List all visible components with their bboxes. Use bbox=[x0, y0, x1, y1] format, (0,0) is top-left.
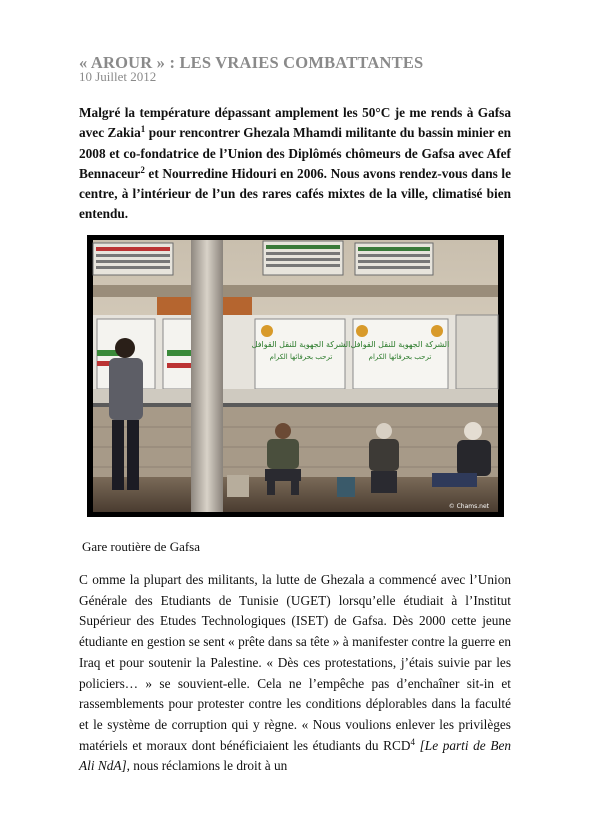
departure-board-left bbox=[93, 243, 173, 275]
pillar bbox=[191, 240, 223, 512]
bus-station-photo bbox=[87, 235, 504, 517]
lead-text-2: pour rencontrer Ghezala Mhamdi militante du bassin minier en 2008 et co-fondatrice de l’Union des Diplômés chômeurs de Gafsa avec Afef Bennaceur bbox=[79, 125, 511, 181]
article-title: « AROUR » : LES VRAIES COMBATTANTES bbox=[79, 53, 424, 72]
article-date: 10 Juillet 2012 bbox=[79, 69, 157, 84]
bag bbox=[227, 475, 249, 497]
window-sign-text-2: الشركة الجهوية للنقل القوافل bbox=[350, 340, 450, 349]
body-text-2: , nous réclamions le droit à un bbox=[126, 758, 288, 774]
body-paragraph bbox=[79, 570, 511, 777]
body-italic-note: [Le parti de Ben Ali NdA] bbox=[79, 737, 511, 774]
bag bbox=[337, 477, 355, 497]
lead-paragraph bbox=[79, 103, 511, 225]
departure-board-center bbox=[263, 241, 343, 275]
footnote-ref-4[interactable]: 4 bbox=[410, 736, 416, 747]
photo-watermark: © Chams.net bbox=[448, 503, 489, 510]
ticket-windows bbox=[93, 315, 498, 407]
bus-station-illustration bbox=[87, 235, 504, 517]
footnote-ref-1[interactable]: 1 bbox=[140, 124, 146, 135]
photo-caption: Gare routière de Gafsa bbox=[82, 539, 201, 554]
footnote-ref-2[interactable]: 2 bbox=[140, 164, 145, 175]
lead-text-1: Malgré la température dépassant amplement les 50°C je me rends à Gafsa avec Zakia bbox=[79, 105, 511, 141]
departure-board-right bbox=[355, 243, 433, 275]
window-sign-text-1: الشركة الجهوية للنقل القوافل bbox=[251, 340, 351, 349]
window-sign-subtext-1: ترحب بحرفائها الكرام bbox=[269, 353, 333, 361]
body-text-1: C omme la plupart des militants, la lutte de Ghezala a commencé avec l’Union Générale des Etudiants de Tunisie (UGET) lorsqu’elle étudiait à l’Institut Supérieur des Etudes Technologiques (ISET) de Gafsa. Dès 2000 cette jeune étudiante en gestion se sent « prête dans sa tête » à manifester contre la guerre en Iraq et pour soutenir la Palestine. « Dès ces protestations, j’étais suivie par les policiers… » se souvient-elle. Cela ne l’empêche pas d’enchaîner sit-in et rassemblements pour protester contre les conditions déplorables dans la faculté et le système de corruption qui y règne. « Nous voulions enlever les privilèges matériels et moraux dont bénéficiaient les étudiants du RCD bbox=[79, 572, 511, 753]
lead-text-3: et Nourredine Hidouri en 2006. Nous avons rendez-vous dans le centre, à l’intérieur de l’un des rares cafés mixtes de la ville, climatisé bien entendu. bbox=[79, 165, 511, 222]
window-sign-subtext-2: ترحب بحرفائها الكرام bbox=[368, 353, 432, 361]
